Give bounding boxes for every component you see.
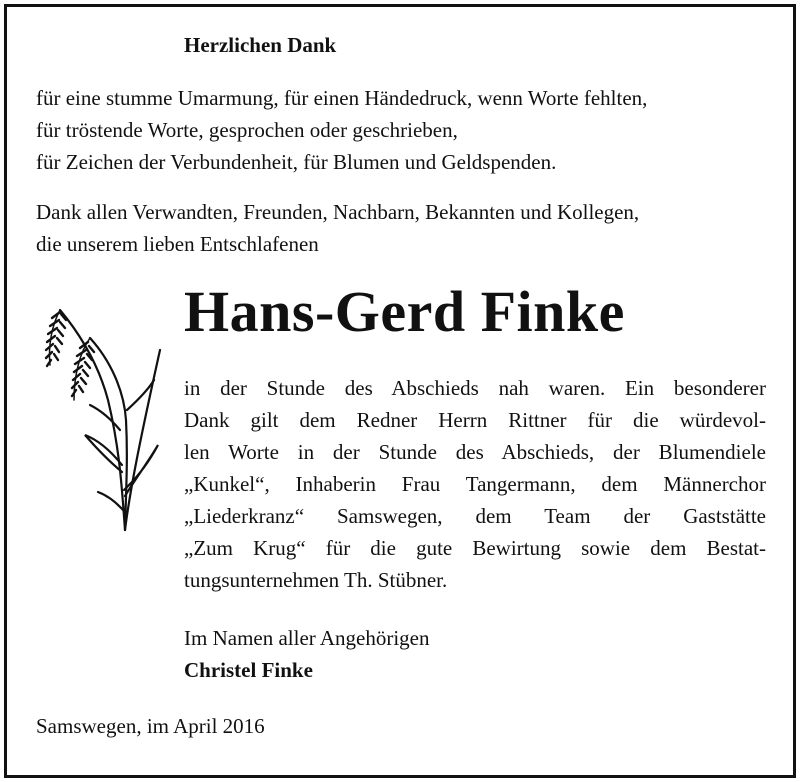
signature-line: Im Namen aller Angehörigen (184, 626, 430, 650)
wheat-ears-icon (30, 290, 170, 540)
body-line: „Liederkranz“ Samswegen, dem Team der Gaststätte (184, 504, 766, 528)
body-line: tungsunternehmen Th. Stübner. (184, 568, 448, 592)
intro-line: für tröstende Worte, gesprochen oder geschrieben, (36, 118, 458, 142)
thanks-line: Dank allen Verwandten, Freunden, Nachbarn, Bekannten und Kollegen, (36, 200, 640, 224)
intro-line: für eine stumme Umarmung, für einen Händedruck, wenn Worte fehlten, (36, 86, 648, 110)
body-line: Dank gilt dem Redner Herrn Rittner für die würdevol- (184, 408, 766, 432)
body-line: „Kunkel“, Inhaberin Frau Tangermann, dem Männerchor (184, 472, 766, 496)
intro-paragraph (36, 82, 647, 178)
body-paragraph (184, 372, 766, 596)
body-line: len Worte in der Stunde des Abschieds, der Blumendiele (184, 440, 766, 464)
signature-name: Christel Finke (184, 658, 313, 682)
thanks-line: die unserem lieben Entschlafenen (36, 232, 319, 256)
deceased-name: Hans-Gerd Finke (184, 279, 625, 344)
thanks-paragraph (36, 196, 639, 260)
signature-block (184, 622, 430, 686)
intro-line: für Zeichen der Verbundenheit, für Blumen und Geldspenden. (36, 150, 557, 174)
body-line: „Zum Krug“ für die gute Bewirtung sowie dem Bestat- (184, 536, 766, 560)
notice-heading: Herzlichen Dank (184, 33, 337, 57)
place-date: Samswegen, im April 2016 (36, 714, 265, 738)
body-line: in der Stunde des Abschieds nah waren. Ein besonderer (184, 376, 766, 400)
